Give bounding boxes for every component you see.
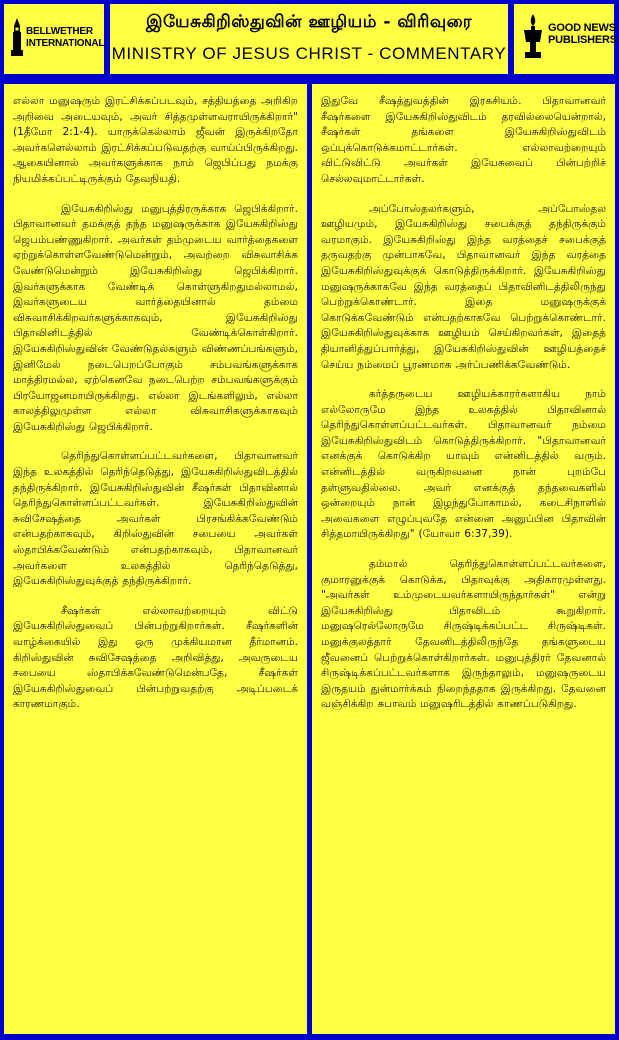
paragraph: சீஷர்கள் எல்லாவற்றையும் விட்டு இயேசுகிறிஸ்துவைப் பின்பற்றுகிறார்கள். சீஷர்களின் வாழ்க்கையில் இது ஒரு முக்கியமான தீர்மானம். கிறிஸ்துவின் சுவிசேஷத்தை அறிவித்து, அவருடைய சபையை ஸ்தாபிக்கவேண்டுமென்பதே, சீஷர்கள் இயேசுகிறிஸ்துவைப் பின்பற்றுவதற்கு அடிப்படைக் காரணமாகும். — [13, 604, 298, 711]
bellwether-logo-text: BELLWETHER INTERNATIONAL — [26, 26, 105, 49]
paragraph: தெரிந்துகொள்ளப்பட்டவர்களை, பிதாவானவர் இந்த உலகத்தில் தெரிந்தெடுத்து, இயேசுகிறிஸ்துவிடத்தில் தந்திருக்கிறார். இயேசுகிறிஸ்துவின் சீஷர்கள் பிதாவினால் தெரிந்துகொள்ளப்பட்டவர்கள். இயேசுகிறிஸ்துவின் சுவிசேஷத்தை அவர்கள் பிரசங்கிக்கவேண்டும் என்பதற்காகவும், கிறிஸ்துவின் சபையை அவர்கள் ஸ்தாபிக்கவேண்டும் என்பதற்காகவும், பிதாவானவர் அவர்களை உலகத்தில் தெரிந்தெடுத்து, இயேசுகிறிஸ்துவுக்குத் தந்திருக்கிறார். — [13, 450, 298, 588]
page-header — [0, 0, 619, 79]
left-column — [4, 84, 307, 1034]
lamp-icon — [522, 14, 544, 60]
paragraph: இதுவே சீஷத்துவத்தின் இரகசியம். பிதாவானவர் சீஷர்களை இயேசுகிறிஸ்துவிடம் தரவில்லையென்றால், சீஷர்கள் தங்களை இயேசுகிறிஸ்துவிடம் ஒப்புக்கொடுக்கமாட்டார்கள். எல்லாவற்றையும் விட்டுவிட்டு அவர்கள் இயேசுவைப் பின்பற்றிச் செல்லவுமாட்டார்கள். — [321, 95, 606, 185]
paragraph: எல்லா மனுஷரும் இரட்சிக்கப்படவும், சத்தியத்தை அறிகிற அறிவை அடையவும், அவர் சித்தமுள்ளவராயிருக்கிறார்" (1தீமோ 2:1-4). யாருக்கெல்லாம் ஜீவன் இருக்கிறதோ அவர்களெல்லாம் இரட்சிக்கப்படுவதற்கு வாய்ப்பிருக்கிறது. ஆகையினால் அவர்களுக்காக நாம் ஜெபிப்பது நமக்கு நியமிக்கப்பட்டிருக்கும் தேவநியதி. — [13, 95, 298, 185]
paragraph: கர்த்தருடைய ஊழியக்காரர்களாகிய நாம் எல்லோருமே இந்த உலகத்தில் பிதாவினால் தெரிந்துகொள்ளப்பட்டவர்கள். பிதாவானவர் நம்மை இயேசுகிறிஸ்துவிடம் கொடுத்திருக்கிறார். "பிதாவானவர் எனக்குக் கொடுக்கிற யாவும் என்னிடத்தில் வரும். என்னிடத்தில் வருகிறவனை நான் புறம்பே தள்ளுவதில்லை. அவர் எனக்குத் தந்தவைகளில் ஒன்றையும் நான் இழந்துபோகாமல், கடைசிநாளில் அவைகளை எழுப்புவதே என்னை அனுப்பின பிதாவின் சித்தமாயிருக்கிறது" (யோவா 6:37,39). — [321, 388, 606, 541]
paragraph: அப்போஸ்தலர்களும், அப்போஸ்தல ஊழியமும், இயேசுகிறிஸ்து சபைக்குத் தந்திருக்கும் வரமாகும். இயேசுகிறிஸ்து இந்த வரத்தைச் சபைக்குத் தருவதற்கு முன்பாகவே, பிதாவானவர் இந்த வரத்தை இயேசுகிறிஸ்துவுக்குக் கொடுத்திருக்கிறார். இயேசுகிறிஸ்து மனுஷருக்காகவே இந்த வரத்தைப் பிதாவினிடத்திலிருந்து பெற்றுக்கொண்டார். இதை மனுஷருக்குக் கொடுக்கவேண்டும் என்பதற்காகவே பெற்றுக்கொண்டார். இயேசுகிறிஸ்துவுக்காக ஊழியம் செய்கிறவர்கள், இதைத் தியானித்துப்பார்த்து, இயேசுகிறிஸ்துவின் ஊழியத்தைச் செய்ய நம்மைப் பூரணமாக அர்ப்பணிக்கவேண்டும். — [321, 202, 606, 371]
page-title — [110, 4, 508, 74]
paragraph: தம்மால் தெரிந்துகொள்ளப்பட்டவர்களை, குமாரனுக்குக் கொடுக்க, பிதாவுக்கு அதிகாரமுள்ளது. "அவர்கள் உம்முடையவர்களாயிருந்தார்கள்" என்று இயேசுகிறிஸ்து பிதாவிடம் கூறுகிறார். மனுஷரெல்லோருமே சிருஷ்டிக்கப்பட்ட சிருஷ்டிகள். மனுக்குலத்தார் தேவனிடத்திலிருந்தே தங்களுடைய ஜீவனைப் பெற்றுக்கொள்கிறார்கள். மனுபுத்திரர் தேவனால் சிருஷ்டிக்கப்பட்டவர்களாக இருந்தாலும், மனுஷருடைய இருதயம் துன்மார்க்கம் நிறைந்ததாக இருக்கிறது. தேவனை வஞ்சிக்கிற சுபாவம் மனுஷரிடத்தில் காணப்படுகிறது. — [321, 558, 606, 711]
title-tamil: இயேசுகிறிஸ்துவின் ஊழியம் - விரிவுரை — [145, 12, 473, 32]
bell-tower-icon — [10, 18, 24, 58]
paragraph: இயேசுகிறிஸ்து மனுபுத்திரருக்காக ஜெபிக்கிறார். பிதாவானவர் தமக்குத் தந்த மனுஷருக்காக இயேசுகிறிஸ்து ஜெபம்பண்ணுகிறார். அவர்கள் தம்முடைய வார்த்தைகளை ஏற்றுக்கொள்ளவேண்டுமென்றும், அவற்றை விசுவாசிக்க வேண்டுமென்றும் இயேசுகிறிஸ்து ஜெபிக்கிறார். இவர்களுக்காக வேண்டிக் கொள்ளுகிறதுமல்லாமல், இவர்களுடைய வார்த்தையினால் தம்மை விசுவாசிக்கிறவர்களுக்காகவும், இயேசுகிறிஸ்து பிதாவினிடத்தில் வேண்டிக்கொள்கிறார். இயேசுகிறிஸ்துவின் வேண்டுதல்களும் விண்ணப்பங்களும், இனிமேல் நடைபெறப்போகும் சம்பவங்களுக்காக மாத்திரமல்ல, ஏற்கெனவே நடைபெற்ற சம்பவங்களுக்கும் பிரயோஜனமாயிருக்கிறது. எல்லா இடங்களிலும், எல்லா காலத்திலுமுள்ள எல்லா விசுவாசிகளுக்காகவும் இயேசுகிறிஸ்து ஜெபிக்கிறார். — [13, 202, 298, 433]
bellwether-logo — [4, 4, 104, 74]
good-news-publishers-logo — [514, 4, 617, 74]
right-column — [312, 84, 615, 1034]
title-english: MINISTRY OF JESUS CHRIST - COMMENTARY — [111, 44, 507, 63]
good-news-logo-text: GOOD NEWS PUBLISHERS — [548, 22, 617, 46]
